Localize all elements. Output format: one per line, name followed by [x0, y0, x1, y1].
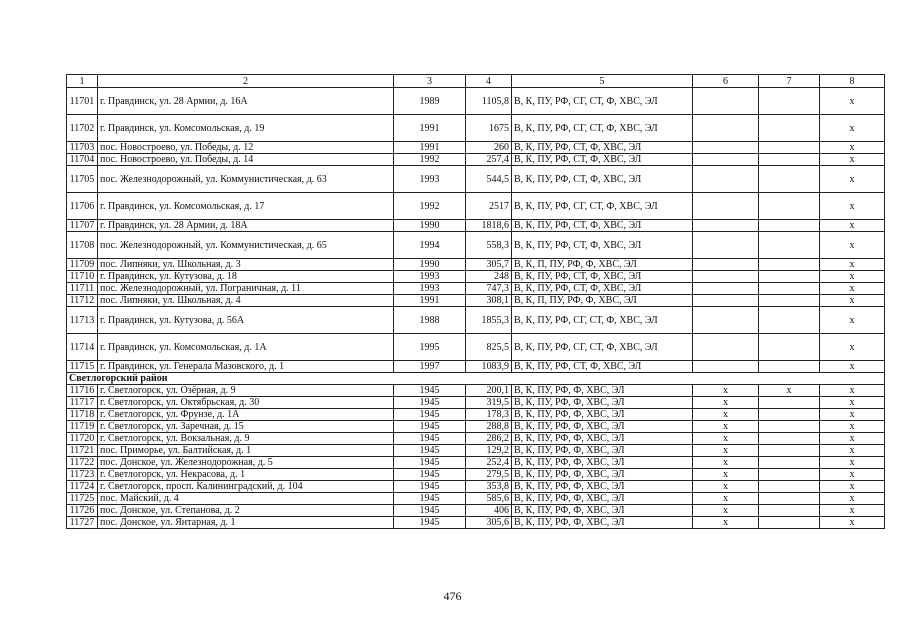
table-row [67, 409, 885, 421]
cell-col-2: г. Светлогорск, ул. Некрасова, д. 1 [98, 469, 394, 481]
cell-col-5: В, К, ПУ, РФ, СТ, Ф, ХВС, ЭЛ [512, 154, 693, 166]
cell-col-4: 178,3 [466, 409, 512, 421]
cell-col-3: 1989 [394, 88, 466, 115]
cell-col-3: 1945 [394, 433, 466, 445]
cell-col-3: 1995 [394, 334, 466, 361]
cell-col-6 [693, 193, 759, 220]
cell-col-3: 1945 [394, 481, 466, 493]
cell-col-2: г. Правдинск, ул. Комсомольская, д. 1А [98, 334, 394, 361]
cell-col-2: пос. Майский, д. 4 [98, 493, 394, 505]
cell-col-7 [759, 457, 820, 469]
cell-col-5: В, К, ПУ, РФ, СТ, Ф, ХВС, ЭЛ [512, 232, 693, 259]
table-row [67, 505, 885, 517]
cell-col-7 [759, 334, 820, 361]
cell-col-4: 1083,9 [466, 361, 512, 373]
cell-col-5: В, К, ПУ, РФ, Ф, ХВС, ЭЛ [512, 409, 693, 421]
cell-col-6 [693, 259, 759, 271]
cell-col-8: x [820, 409, 885, 421]
cell-col-7 [759, 166, 820, 193]
cell-col-1: 11716 [67, 385, 98, 397]
cell-col-2: пос. Донское, ул. Железнодорожная, д. 5 [98, 457, 394, 469]
cell-col-7 [759, 232, 820, 259]
cell-col-7 [759, 433, 820, 445]
cell-col-1: 11725 [67, 493, 98, 505]
header-row [67, 75, 885, 88]
cell-col-4: 129,2 [466, 445, 512, 457]
cell-col-6 [693, 334, 759, 361]
cell-col-6 [693, 361, 759, 373]
cell-col-1: 11714 [67, 334, 98, 361]
cell-col-1: 11701 [67, 88, 98, 115]
cell-col-8: x [820, 469, 885, 481]
header-cell-4: 4 [466, 75, 512, 88]
cell-col-4: 825,5 [466, 334, 512, 361]
cell-col-5: В, К, П, ПУ, РФ, Ф, ХВС, ЭЛ [512, 295, 693, 307]
cell-col-6 [693, 295, 759, 307]
cell-col-2: г. Правдинск, ул. Комсомольская, д. 19 [98, 115, 394, 142]
cell-col-4: 260 [466, 142, 512, 154]
cell-col-7 [759, 88, 820, 115]
cell-col-3: 1992 [394, 193, 466, 220]
header-cell-3: 3 [394, 75, 466, 88]
cell-col-3: 1945 [394, 493, 466, 505]
cell-col-3: 1993 [394, 271, 466, 283]
cell-col-5: В, К, ПУ, РФ, Ф, ХВС, ЭЛ [512, 457, 693, 469]
cell-col-5: В, К, ПУ, РФ, СТ, Ф, ХВС, ЭЛ [512, 166, 693, 193]
cell-col-6: x [693, 481, 759, 493]
cell-col-6 [693, 283, 759, 295]
cell-col-1: 11720 [67, 433, 98, 445]
cell-col-4: 406 [466, 505, 512, 517]
table-row [67, 88, 885, 115]
cell-col-2: г. Правдинск, ул. Комсомольская, д. 17 [98, 193, 394, 220]
cell-col-8: x [820, 421, 885, 433]
cell-col-1: 11708 [67, 232, 98, 259]
cell-col-1: 11702 [67, 115, 98, 142]
cell-col-7 [759, 193, 820, 220]
cell-col-8: x [820, 433, 885, 445]
cell-col-8: x [820, 505, 885, 517]
cell-col-2: пос. Новостроево, ул. Победы, д. 12 [98, 142, 394, 154]
cell-col-8: x [820, 481, 885, 493]
cell-col-6: x [693, 517, 759, 529]
table-row [67, 283, 885, 295]
cell-col-6: x [693, 385, 759, 397]
cell-col-5: В, К, ПУ, РФ, Ф, ХВС, ЭЛ [512, 517, 693, 529]
cell-col-7 [759, 361, 820, 373]
cell-col-1: 11710 [67, 271, 98, 283]
cell-col-2: пос. Новостроево, ул. Победы, д. 14 [98, 154, 394, 166]
cell-col-7 [759, 259, 820, 271]
header-cell-5: 5 [512, 75, 693, 88]
cell-col-4: 288,8 [466, 421, 512, 433]
cell-col-3: 1945 [394, 385, 466, 397]
cell-col-1: 11724 [67, 481, 98, 493]
cell-col-7: x [759, 385, 820, 397]
cell-col-3: 1991 [394, 142, 466, 154]
cell-col-7 [759, 517, 820, 529]
table-body [67, 75, 885, 529]
cell-col-3: 1992 [394, 154, 466, 166]
cell-col-6: x [693, 433, 759, 445]
cell-col-3: 1945 [394, 469, 466, 481]
cell-col-3: 1945 [394, 421, 466, 433]
cell-col-3: 1945 [394, 397, 466, 409]
table-row [67, 385, 885, 397]
cell-col-7 [759, 295, 820, 307]
cell-col-3: 1945 [394, 409, 466, 421]
table-row [67, 220, 885, 232]
cell-col-7 [759, 220, 820, 232]
section-title: Светлогорский район [67, 373, 885, 385]
cell-col-3: 1994 [394, 232, 466, 259]
cell-col-7 [759, 271, 820, 283]
cell-col-7 [759, 505, 820, 517]
cell-col-7 [759, 445, 820, 457]
cell-col-4: 353,8 [466, 481, 512, 493]
cell-col-5: В, К, ПУ, РФ, Ф, ХВС, ЭЛ [512, 397, 693, 409]
table-row [67, 307, 885, 334]
cell-col-5: В, К, ПУ, РФ, СТ, Ф, ХВС, ЭЛ [512, 220, 693, 232]
cell-col-4: 319,5 [466, 397, 512, 409]
cell-col-8: x [820, 457, 885, 469]
cell-col-5: В, К, ПУ, РФ, Ф, ХВС, ЭЛ [512, 445, 693, 457]
cell-col-4: 558,3 [466, 232, 512, 259]
cell-col-8: x [820, 295, 885, 307]
cell-col-5: В, К, ПУ, РФ, СГ, СТ, Ф, ХВС, ЭЛ [512, 115, 693, 142]
cell-col-8: x [820, 115, 885, 142]
cell-col-1: 11709 [67, 259, 98, 271]
cell-col-4: 585,6 [466, 493, 512, 505]
cell-col-6 [693, 88, 759, 115]
table-row [67, 493, 885, 505]
cell-col-5: В, К, ПУ, РФ, Ф, ХВС, ЭЛ [512, 433, 693, 445]
cell-col-4: 257,4 [466, 154, 512, 166]
table-row [67, 193, 885, 220]
cell-col-1: 11727 [67, 517, 98, 529]
cell-col-2: пос. Донское, ул. Степанова, д. 2 [98, 505, 394, 517]
cell-col-8: x [820, 445, 885, 457]
header-cell-7: 7 [759, 75, 820, 88]
table-row [67, 469, 885, 481]
cell-col-6 [693, 232, 759, 259]
cell-col-7 [759, 469, 820, 481]
cell-col-1: 11705 [67, 166, 98, 193]
table-row [67, 166, 885, 193]
cell-col-1: 11707 [67, 220, 98, 232]
cell-col-7 [759, 307, 820, 334]
cell-col-1: 11723 [67, 469, 98, 481]
table-row [67, 142, 885, 154]
cell-col-8: x [820, 259, 885, 271]
housing-table [66, 74, 885, 529]
cell-col-2: г. Светлогорск, просп. Калининградский, д. 104 [98, 481, 394, 493]
cell-col-6: x [693, 457, 759, 469]
cell-col-3: 1945 [394, 445, 466, 457]
cell-col-6: x [693, 493, 759, 505]
cell-col-6 [693, 307, 759, 334]
cell-col-3: 1945 [394, 505, 466, 517]
cell-col-2: пос. Липняки, ул. Школьная, д. 3 [98, 259, 394, 271]
cell-col-4: 1855,3 [466, 307, 512, 334]
cell-col-8: x [820, 283, 885, 295]
cell-col-2: г. Светлогорск, ул. Озёрная, д. 9 [98, 385, 394, 397]
cell-col-2: г. Правдинск, ул. Кутузова, д. 56А [98, 307, 394, 334]
cell-col-6: x [693, 505, 759, 517]
cell-col-2: г. Светлогорск, ул. Фрунзе, д. 1А [98, 409, 394, 421]
cell-col-3: 1945 [394, 457, 466, 469]
cell-col-3: 1993 [394, 166, 466, 193]
cell-col-4: 1675 [466, 115, 512, 142]
cell-col-5: В, К, ПУ, РФ, Ф, ХВС, ЭЛ [512, 385, 693, 397]
cell-col-7 [759, 397, 820, 409]
table-row [67, 445, 885, 457]
cell-col-1: 11719 [67, 421, 98, 433]
cell-col-6 [693, 154, 759, 166]
cell-col-8: x [820, 307, 885, 334]
cell-col-2: г. Правдинск, ул. 28 Армии, д. 16А [98, 88, 394, 115]
cell-col-1: 11703 [67, 142, 98, 154]
table-row [67, 517, 885, 529]
page-number: 476 [443, 589, 462, 603]
cell-col-8: x [820, 271, 885, 283]
cell-col-2: пос. Железнодорожный, ул. Коммунистическая, д. 65 [98, 232, 394, 259]
cell-col-1: 11722 [67, 457, 98, 469]
cell-col-3: 1990 [394, 259, 466, 271]
cell-col-5: В, К, П, ПУ, РФ, Ф, ХВС, ЭЛ [512, 259, 693, 271]
cell-col-5: В, К, ПУ, РФ, Ф, ХВС, ЭЛ [512, 505, 693, 517]
cell-col-3: 1991 [394, 295, 466, 307]
cell-col-6: x [693, 421, 759, 433]
cell-col-4: 308,1 [466, 295, 512, 307]
cell-col-4: 544,5 [466, 166, 512, 193]
table-row [67, 421, 885, 433]
cell-col-3: 1945 [394, 517, 466, 529]
header-cell-2: 2 [98, 75, 394, 88]
cell-col-8: x [820, 154, 885, 166]
cell-col-4: 279,5 [466, 469, 512, 481]
cell-col-1: 11718 [67, 409, 98, 421]
table-row [67, 433, 885, 445]
cell-col-2: пос. Железнодорожный, ул. Пограничная, д. 11 [98, 283, 394, 295]
table-row [67, 295, 885, 307]
cell-col-8: x [820, 166, 885, 193]
cell-col-2: г. Правдинск, ул. Кутузова, д. 18 [98, 271, 394, 283]
cell-col-5: В, К, ПУ, РФ, СТ, Ф, ХВС, ЭЛ [512, 361, 693, 373]
table-row [67, 334, 885, 361]
cell-col-3: 1988 [394, 307, 466, 334]
cell-col-3: 1990 [394, 220, 466, 232]
cell-col-6: x [693, 409, 759, 421]
cell-col-8: x [820, 397, 885, 409]
cell-col-2: пос. Липняки, ул. Школьная, д. 4 [98, 295, 394, 307]
cell-col-1: 11721 [67, 445, 98, 457]
cell-col-4: 305,6 [466, 517, 512, 529]
cell-col-1: 11712 [67, 295, 98, 307]
cell-col-6 [693, 220, 759, 232]
cell-col-7 [759, 142, 820, 154]
cell-col-1: 11711 [67, 283, 98, 295]
cell-col-4: 305,7 [466, 259, 512, 271]
header-cell-1: 1 [67, 75, 98, 88]
table-row [67, 232, 885, 259]
cell-col-2: г. Светлогорск, ул. Вокзальная, д. 9 [98, 433, 394, 445]
cell-col-6: x [693, 469, 759, 481]
cell-col-2: г. Правдинск, ул. Генерала Мазовского, д. 1 [98, 361, 394, 373]
table-row [67, 361, 885, 373]
cell-col-8: x [820, 517, 885, 529]
cell-col-8: x [820, 361, 885, 373]
cell-col-1: 11713 [67, 307, 98, 334]
cell-col-8: x [820, 220, 885, 232]
cell-col-6 [693, 166, 759, 193]
cell-col-8: x [820, 88, 885, 115]
cell-col-5: В, К, ПУ, РФ, СГ, СТ, Ф, ХВС, ЭЛ [512, 88, 693, 115]
cell-col-5: В, К, ПУ, РФ, СТ, Ф, ХВС, ЭЛ [512, 142, 693, 154]
cell-col-4: 2517 [466, 193, 512, 220]
cell-col-6 [693, 271, 759, 283]
cell-col-7 [759, 421, 820, 433]
header-cell-8: 8 [820, 75, 885, 88]
section-header-row [67, 373, 885, 385]
cell-col-3: 1991 [394, 115, 466, 142]
header-cell-6: 6 [693, 75, 759, 88]
cell-col-4: 1105,8 [466, 88, 512, 115]
cell-col-6 [693, 142, 759, 154]
cell-col-7 [759, 493, 820, 505]
cell-col-2: г. Правдинск, ул. 28 Армии, д. 18А [98, 220, 394, 232]
cell-col-6: x [693, 397, 759, 409]
cell-col-5: В, К, ПУ, РФ, Ф, ХВС, ЭЛ [512, 493, 693, 505]
cell-col-1: 11706 [67, 193, 98, 220]
cell-col-1: 11715 [67, 361, 98, 373]
cell-col-8: x [820, 232, 885, 259]
cell-col-4: 286,2 [466, 433, 512, 445]
cell-col-1: 11717 [67, 397, 98, 409]
cell-col-5: В, К, ПУ, РФ, СГ, СТ, Ф, ХВС, ЭЛ [512, 193, 693, 220]
cell-col-8: x [820, 334, 885, 361]
cell-col-5: В, К, ПУ, РФ, Ф, ХВС, ЭЛ [512, 481, 693, 493]
cell-col-5: В, К, ПУ, РФ, СГ, СТ, Ф, ХВС, ЭЛ [512, 307, 693, 334]
cell-col-8: x [820, 142, 885, 154]
cell-col-7 [759, 154, 820, 166]
cell-col-7 [759, 115, 820, 142]
table-row [67, 271, 885, 283]
cell-col-5: В, К, ПУ, РФ, СГ, СТ, Ф, ХВС, ЭЛ [512, 334, 693, 361]
cell-col-2: г. Светлогорск, ул. Заречная, д. 15 [98, 421, 394, 433]
cell-col-2: г. Светлогорск, ул. Октябрьская, д. 30 [98, 397, 394, 409]
table-row [67, 115, 885, 142]
table-row [67, 259, 885, 271]
cell-col-2: пос. Приморье, ул. Балтийская, д. 1 [98, 445, 394, 457]
cell-col-4: 248 [466, 271, 512, 283]
cell-col-4: 200,1 [466, 385, 512, 397]
cell-col-1: 11704 [67, 154, 98, 166]
cell-col-4: 747,3 [466, 283, 512, 295]
cell-col-8: x [820, 385, 885, 397]
cell-col-1: 11726 [67, 505, 98, 517]
cell-col-6 [693, 115, 759, 142]
cell-col-6: x [693, 445, 759, 457]
cell-col-4: 1818,6 [466, 220, 512, 232]
table-row [67, 481, 885, 493]
cell-col-4: 252,4 [466, 457, 512, 469]
cell-col-8: x [820, 193, 885, 220]
cell-col-5: В, К, ПУ, РФ, Ф, ХВС, ЭЛ [512, 469, 693, 481]
cell-col-7 [759, 481, 820, 493]
cell-col-8: x [820, 493, 885, 505]
cell-col-7 [759, 409, 820, 421]
cell-col-5: В, К, ПУ, РФ, СТ, Ф, ХВС, ЭЛ [512, 271, 693, 283]
cell-col-2: пос. Железнодорожный, ул. Коммунистическая, д. 63 [98, 166, 394, 193]
cell-col-5: В, К, ПУ, РФ, СТ, Ф, ХВС, ЭЛ [512, 283, 693, 295]
cell-col-7 [759, 283, 820, 295]
table-row [67, 397, 885, 409]
cell-col-3: 1993 [394, 283, 466, 295]
table-row [67, 457, 885, 469]
table-row [67, 154, 885, 166]
cell-col-5: В, К, ПУ, РФ, Ф, ХВС, ЭЛ [512, 421, 693, 433]
cell-col-2: пос. Донское, ул. Янтарная, д. 1 [98, 517, 394, 529]
cell-col-3: 1997 [394, 361, 466, 373]
